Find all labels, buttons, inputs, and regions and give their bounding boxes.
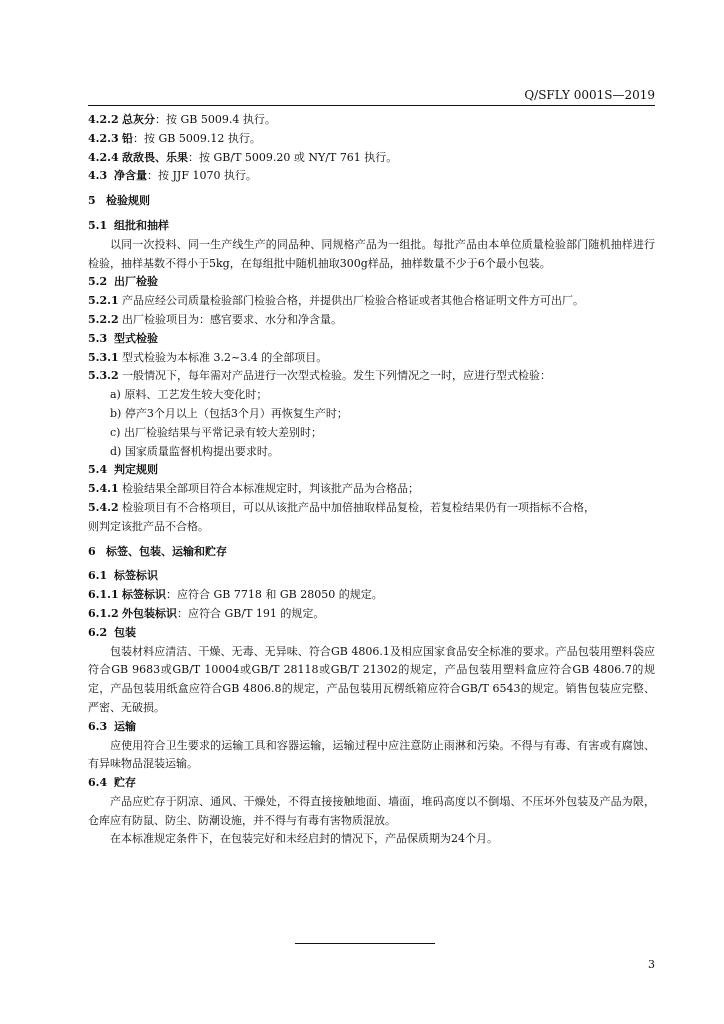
- clause-6-2-heading: [88, 624, 655, 643]
- clause-text: ：按 GB/T 5009.20 或 NY/T 761 执行。: [188, 150, 398, 164]
- clause-number: 5.2: [88, 275, 108, 289]
- storage-paragraph: 产品应贮存于阴凉、通风、干燥处，不得直接接触地面、墙面，堆码高度以不倒塌、不压坏外包装及产品为限，仓库应有防鼠、防尘、防潮设施，并不得与有毒有害物质混放。: [88, 794, 655, 827]
- clause-number: 6.1: [88, 569, 108, 583]
- clause-title: 判定规则: [114, 463, 158, 477]
- clause-number: 5.2.1: [88, 294, 119, 308]
- page-number: 3: [648, 958, 655, 971]
- clause-text: 产品应经公司质量检验部门检验合格，并提供出厂检验合格证或者其他合格证明文件方可出厂。: [122, 294, 584, 308]
- clause-number: 5.3: [88, 331, 108, 345]
- clause-number: 5.1: [88, 218, 108, 232]
- transport-paragraph: 应使用符合卫生要求的运输工具和容器运输，运输过程中应注意防止雨淋和污染。不得与有毒、有害或有腐蚀、有异味物品混装运输。: [88, 738, 655, 771]
- clause-title: 外包装标识: [122, 606, 177, 620]
- clause-5-4-2: [88, 499, 655, 518]
- clause-4-2-4: [88, 149, 655, 168]
- clause-5-3-1: [88, 349, 655, 368]
- document-code: Q/SFLY 0001S—2019: [524, 88, 655, 102]
- clause-number: 6.1.2: [88, 606, 119, 620]
- clause-4-3: [88, 167, 655, 186]
- clause-5-2-2: [88, 311, 655, 330]
- clause-6-4-heading: [88, 774, 655, 793]
- clause-number: 4.3: [88, 169, 108, 183]
- clause-number: 5.4.2: [88, 500, 119, 514]
- clause-number: 6.3: [88, 719, 108, 733]
- clause-text: 出厂检验项目为：感官要求、水分和净含量。: [122, 312, 342, 326]
- clause-number: 5.4: [88, 463, 108, 477]
- clause-text: 则判定该批产品不合格。: [88, 519, 209, 533]
- clause-5-3-2: [88, 367, 655, 386]
- clause-text: ：按 JJF 1070 执行。: [147, 169, 257, 183]
- chapter-number: 5: [88, 194, 96, 208]
- clause-text: 检验结果全部项目符合本标准规定时，判该批产品为合格品；: [122, 482, 419, 496]
- clause-number: 4.2.3: [88, 131, 119, 145]
- clause-title: 出厂检验: [114, 275, 158, 289]
- list-item: c) 出厂检验结果与平常记录有较大差别时；: [110, 425, 322, 439]
- clause-6-1-heading: [88, 567, 655, 586]
- clause-4-2-2: [88, 111, 655, 130]
- clause-5-3-heading: [88, 330, 655, 349]
- clause-6-1-2: [88, 605, 655, 624]
- clause-title: 包装: [114, 625, 136, 639]
- clause-6-3-heading: [88, 718, 655, 737]
- list-item: a) 原料、工艺发生较大变化时；: [110, 388, 268, 402]
- clause-number: 4.2.4: [88, 150, 119, 164]
- header-rule: [88, 105, 655, 106]
- clause-5-4-heading: [88, 461, 655, 480]
- clause-5-1-heading: [88, 217, 655, 236]
- clause-title: 标签标识: [122, 588, 166, 602]
- clause-6-1-1: [88, 586, 655, 605]
- clause-title: 型式检验: [114, 331, 158, 345]
- chapter-number: 6: [88, 544, 96, 558]
- sampling-paragraph: 以同一次投料、同一生产线生产的同品种、同规格产品为一组批。每批产品由本单位质量检验部门随机抽样进行检验，抽样基数不得小于5kg，在每组批中随机抽取300g样品，抽样数量不少于6个最小包装。: [88, 237, 655, 270]
- clause-5-2-heading: [88, 273, 655, 292]
- clause-5-2-1: [88, 292, 655, 311]
- clause-number: 4.2.2: [88, 113, 119, 126]
- clause-title: 贮存: [114, 776, 136, 790]
- clause-number: 6.2: [88, 625, 108, 639]
- clause-title: 铅: [122, 131, 133, 145]
- clause-text: ：应符合 GB/T 191 的规定。: [177, 606, 325, 620]
- list-item: d) 国家质量监督机构提出要求时。: [110, 444, 279, 458]
- clause-5-4-2-continued: [88, 518, 655, 537]
- clause-title: 净含量: [114, 169, 147, 183]
- page-content: [88, 111, 655, 849]
- clause-title: 敌敌畏、乐果: [122, 150, 188, 164]
- clause-title: 运输: [114, 719, 136, 733]
- clause-number: 5.3.1: [88, 350, 119, 364]
- clause-text: 型式检验为本标准 3.2~3.4 的全部项目。: [122, 350, 328, 364]
- clause-text: ：应符合 GB 7718 和 GB 28050 的规定。: [166, 588, 383, 602]
- clause-4-2-3: [88, 130, 655, 149]
- clause-5-4-1: [88, 480, 655, 499]
- clause-text: ：按 GB 5009.4 执行。: [155, 113, 276, 126]
- end-rule: [295, 943, 435, 944]
- list-item: b) 停产3个月以上（包括3个月）再恢复生产时；: [110, 406, 348, 420]
- clause-number: 5.2.2: [88, 312, 119, 326]
- clause-text: 一般情况下，每年需对产品进行一次型式检验。发生下列情况之一时，应进行型式检验：: [122, 369, 551, 383]
- chapter-title: 检验规则: [106, 194, 150, 208]
- clause-text: 检验项目有不合格项目，可以从该批产品中加倍抽取样品复检，若复检结果仍有一项指标不合格，: [122, 500, 595, 514]
- clause-number: 5.4.1: [88, 482, 119, 496]
- chapter-title: 标签、包装、运输和贮存: [106, 544, 227, 558]
- shelf-life-paragraph: 在本标准规定条件下，在包装完好和未经启封的情况下，产品保质期为24个月。: [110, 832, 498, 846]
- chapter-5-heading: [88, 192, 655, 211]
- chapter-6-heading: [88, 543, 655, 562]
- clause-number: 6.4: [88, 776, 108, 790]
- clause-title: 总灰分: [122, 113, 155, 126]
- clause-text: ：按 GB 5009.12 执行。: [133, 131, 261, 145]
- clause-number: 6.1.1: [88, 588, 119, 602]
- clause-number: 5.3.2: [88, 369, 119, 383]
- packaging-paragraph: 包装材料应清洁、干燥、无毒、无异味、符合GB 4806.1及相应国家食品安全标准的要求。产品包装用塑料袋应符合GB 9683或GB/T 10004或GB/T 28118或GB/T 21302的规定，产品包装用塑料盒应符合GB 4806.7的规定，产品包装用纸盒应符合GB 4806.8的规定，产品包装用瓦楞纸箱应符合GB/T 6543的规定。销售包装应完整、严密、无破损。: [88, 644, 655, 714]
- clause-title: 标签标识: [114, 569, 158, 583]
- clause-title: 组批和抽样: [114, 218, 169, 232]
